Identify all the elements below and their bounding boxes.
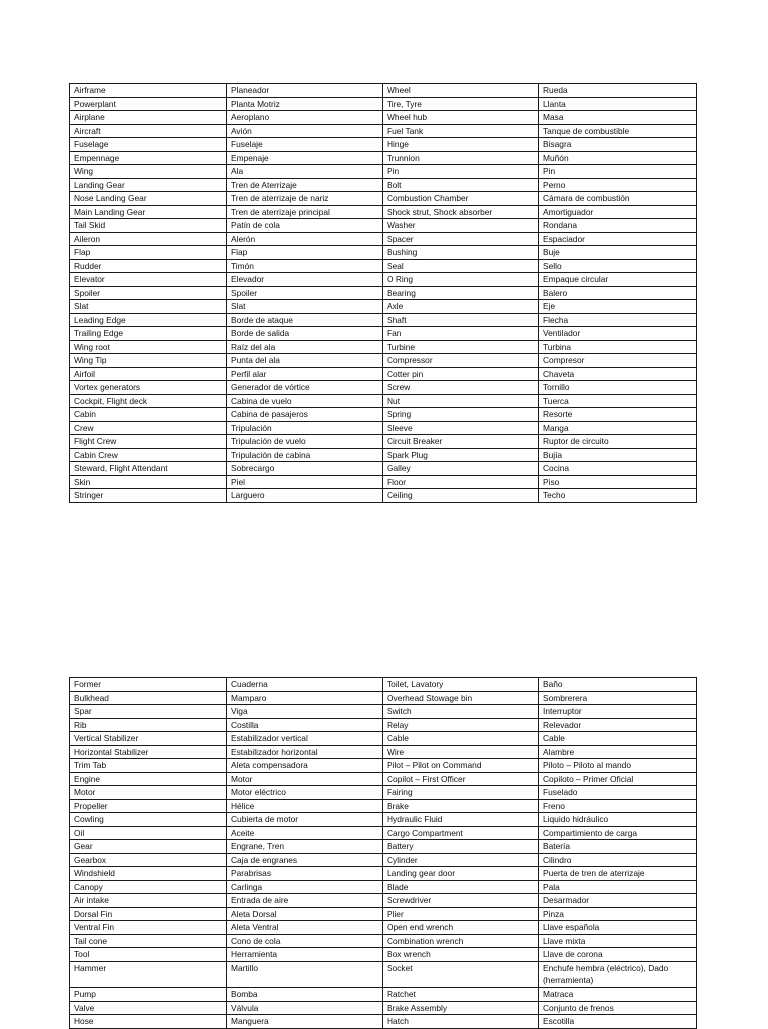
english-term-cell: Dorsal Fin [70, 907, 227, 921]
english-term-cell: Cable [383, 732, 539, 746]
spanish-term-cell: Llanta [539, 97, 697, 111]
english-term-cell: Pin [383, 165, 539, 179]
english-term-cell: Plier [383, 907, 539, 921]
english-term-cell: Overhead Stowage bin [383, 691, 539, 705]
spanish-term-cell: Muñón [539, 151, 697, 165]
english-term-cell: Seal [383, 259, 539, 273]
spanish-term-cell: Tripulación de cabina [227, 448, 383, 462]
english-term-cell: Hinge [383, 138, 539, 152]
spanish-term-cell: Llave mixta [539, 934, 697, 948]
english-term-cell: Wing root [70, 340, 227, 354]
spanish-term-cell: Entrada de aire [227, 894, 383, 908]
english-term-cell: Fairing [383, 786, 539, 800]
spanish-term-cell: Sobrecargo [227, 462, 383, 476]
spanish-term-cell: Ruptor de circuito [539, 435, 697, 449]
english-term-cell: Fuel Tank [383, 124, 539, 138]
spanish-term-cell: Compartimiento de carga [539, 826, 697, 840]
spanish-term-cell: Cono de cola [227, 934, 383, 948]
spanish-term-cell: Pin [539, 165, 697, 179]
english-term-cell: Spoiler [70, 286, 227, 300]
table-row [70, 921, 697, 935]
english-term-cell: Horizontal Stabilizer [70, 745, 227, 759]
english-term-cell: Rib [70, 718, 227, 732]
english-term-cell: Nut [383, 394, 539, 408]
spanish-term-cell: Tren de aterrizaje de nariz [227, 192, 383, 206]
english-term-cell: Valve [70, 1001, 227, 1015]
spanish-term-cell: Manguera [227, 1015, 383, 1029]
table-row [70, 340, 697, 354]
spanish-term-cell: Elevador [227, 273, 383, 287]
english-term-cell: Fuselage [70, 138, 227, 152]
spanish-term-cell: Viga [227, 705, 383, 719]
spanish-term-cell: Parabrisas [227, 867, 383, 881]
table-row [70, 408, 697, 422]
table-row [70, 948, 697, 962]
spanish-term-cell: Enchufe hembra (eléctrico), Dado (herramienta) [539, 961, 697, 988]
spanish-term-cell: Cilindro [539, 853, 697, 867]
spanish-term-cell: Costilla [227, 718, 383, 732]
english-term-cell: Tire, Tyre [383, 97, 539, 111]
spanish-term-cell: Motor [227, 772, 383, 786]
english-term-cell: Landing Gear [70, 178, 227, 192]
spanish-term-cell: Engrane, Tren [227, 840, 383, 854]
spanish-term-cell: Piel [227, 475, 383, 489]
table-row [70, 232, 697, 246]
english-term-cell: Spark Plug [383, 448, 539, 462]
table-row [70, 489, 697, 503]
table-row [70, 205, 697, 219]
spanish-term-cell: Cuaderna [227, 678, 383, 692]
spanish-term-cell: Borde de salida [227, 327, 383, 341]
spanish-term-cell: Estabilizador horizontal [227, 745, 383, 759]
table-row [70, 394, 697, 408]
table-row [70, 111, 697, 125]
table-row [70, 691, 697, 705]
spanish-term-cell: Bomba [227, 988, 383, 1002]
english-term-cell: Fan [383, 327, 539, 341]
english-term-cell: Engine [70, 772, 227, 786]
table-row [70, 165, 697, 179]
english-term-cell: Battery [383, 840, 539, 854]
glossary-table-2 [69, 677, 697, 1029]
english-term-cell: Box wrench [383, 948, 539, 962]
english-term-cell: O Ring [383, 273, 539, 287]
table-row [70, 435, 697, 449]
english-term-cell: Ventral Fin [70, 921, 227, 935]
english-term-cell: Wing [70, 165, 227, 179]
english-term-cell: Main Landing Gear [70, 205, 227, 219]
english-term-cell: Ratchet [383, 988, 539, 1002]
english-term-cell: Floor [383, 475, 539, 489]
spanish-term-cell: Tanque de combustible [539, 124, 697, 138]
spanish-term-cell: Motor eléctrico [227, 786, 383, 800]
english-term-cell: Spacer [383, 232, 539, 246]
english-term-cell: Nose Landing Gear [70, 192, 227, 206]
english-term-cell: Screwdriver [383, 894, 539, 908]
spanish-term-cell: Cabina de vuelo [227, 394, 383, 408]
table-row [70, 151, 697, 165]
english-term-cell: Slat [70, 300, 227, 314]
spanish-term-cell: Timón [227, 259, 383, 273]
english-term-cell: Landing gear door [383, 867, 539, 881]
english-term-cell: Trailing Edge [70, 327, 227, 341]
spanish-term-cell: Empenaje [227, 151, 383, 165]
english-term-cell: Compressor [383, 354, 539, 368]
spanish-term-cell: Relevador [539, 718, 697, 732]
table-row [70, 192, 697, 206]
english-term-cell: Wheel hub [383, 111, 539, 125]
spanish-term-cell: Fuselado [539, 786, 697, 800]
table-row [70, 178, 697, 192]
english-term-cell: Cotter pin [383, 367, 539, 381]
table-row [70, 84, 697, 98]
spanish-term-cell: Slat [227, 300, 383, 314]
english-term-cell: Trim Tab [70, 759, 227, 773]
spanish-term-cell: Larguero [227, 489, 383, 503]
english-term-cell: Airplane [70, 111, 227, 125]
table-row [70, 880, 697, 894]
english-term-cell: Wire [383, 745, 539, 759]
english-term-cell: Relay [383, 718, 539, 732]
english-term-cell: Vertical Stabilizer [70, 732, 227, 746]
spanish-term-cell: Cable [539, 732, 697, 746]
english-term-cell: Toilet, Lavatory [383, 678, 539, 692]
english-term-cell: Turbine [383, 340, 539, 354]
table-row [70, 273, 697, 287]
table-row [70, 138, 697, 152]
english-term-cell: Windshield [70, 867, 227, 881]
english-term-cell: Former [70, 678, 227, 692]
english-term-cell: Aircraft [70, 124, 227, 138]
glossary-table-1 [69, 83, 697, 503]
spanish-term-cell: Tren de aterrizaje principal [227, 205, 383, 219]
english-term-cell: Airframe [70, 84, 227, 98]
spanish-term-cell: Fuselaje [227, 138, 383, 152]
english-term-cell: Elevator [70, 273, 227, 287]
english-term-cell: Galley [383, 462, 539, 476]
table-row [70, 300, 697, 314]
english-term-cell: Airfoil [70, 367, 227, 381]
spanish-term-cell: Aeroplano [227, 111, 383, 125]
table-row [70, 705, 697, 719]
spanish-term-cell: Avión [227, 124, 383, 138]
table-row [70, 934, 697, 948]
spanish-term-cell: Bujía [539, 448, 697, 462]
english-term-cell: Bolt [383, 178, 539, 192]
english-term-cell: Sleeve [383, 421, 539, 435]
english-term-cell: Flight Crew [70, 435, 227, 449]
spanish-term-cell: Llave de corona [539, 948, 697, 962]
spanish-term-cell: Planeador [227, 84, 383, 98]
table-row [70, 286, 697, 300]
table-row [70, 813, 697, 827]
spanish-term-cell: Tripulación [227, 421, 383, 435]
glossary-table-1-body [70, 84, 697, 503]
english-term-cell: Spring [383, 408, 539, 422]
english-term-cell: Cylinder [383, 853, 539, 867]
english-term-cell: Bearing [383, 286, 539, 300]
table-row [70, 367, 697, 381]
spanish-term-cell: Compresor [539, 354, 697, 368]
spanish-term-cell: Planta Motriz [227, 97, 383, 111]
english-term-cell: Cabin Crew [70, 448, 227, 462]
spanish-term-cell: Resorte [539, 408, 697, 422]
table-row [70, 381, 697, 395]
english-term-cell: Cowling [70, 813, 227, 827]
spanish-term-cell: Empaque circular [539, 273, 697, 287]
english-term-cell: Rudder [70, 259, 227, 273]
english-term-cell: Combustion Chamber [383, 192, 539, 206]
table-row [70, 678, 697, 692]
english-term-cell: Canopy [70, 880, 227, 894]
spanish-term-cell: Espaciador [539, 232, 697, 246]
table-row [70, 826, 697, 840]
english-term-cell: Brake [383, 799, 539, 813]
english-term-cell: Cabin [70, 408, 227, 422]
spanish-term-cell: Estabilizador vertical [227, 732, 383, 746]
english-term-cell: Ceiling [383, 489, 539, 503]
spanish-term-cell: Cabina de pasajeros [227, 408, 383, 422]
spanish-term-cell: Turbina [539, 340, 697, 354]
spanish-term-cell: Caja de engranes [227, 853, 383, 867]
glossary-table-2-body [70, 678, 697, 1029]
spanish-term-cell: Herramienta [227, 948, 383, 962]
spanish-term-cell: Sombrerera [539, 691, 697, 705]
spanish-term-cell: Liquido hidráulico [539, 813, 697, 827]
english-term-cell: Cargo Compartment [383, 826, 539, 840]
english-term-cell: Flap [70, 246, 227, 260]
table-row [70, 786, 697, 800]
spanish-term-cell: Alambre [539, 745, 697, 759]
spanish-term-cell: Raíz del ala [227, 340, 383, 354]
english-term-cell: Pump [70, 988, 227, 1002]
english-term-cell: Socket [383, 961, 539, 988]
spanish-term-cell: Ala [227, 165, 383, 179]
table-row [70, 421, 697, 435]
english-term-cell: Wing Tip [70, 354, 227, 368]
table-row [70, 988, 697, 1002]
spanish-term-cell: Generador de vórtice [227, 381, 383, 395]
english-term-cell: Cockpit, Flight deck [70, 394, 227, 408]
spanish-term-cell: Piloto – Piloto al mando [539, 759, 697, 773]
english-term-cell: Hose [70, 1015, 227, 1029]
spanish-term-cell: Freno [539, 799, 697, 813]
spanish-term-cell: Tripulación de vuelo [227, 435, 383, 449]
spanish-term-cell: Desarmador [539, 894, 697, 908]
spanish-term-cell: Perfil alar [227, 367, 383, 381]
spanish-term-cell: Patín de cola [227, 219, 383, 233]
table-row [70, 327, 697, 341]
spanish-term-cell: Rueda [539, 84, 697, 98]
spanish-term-cell: Cocina [539, 462, 697, 476]
spanish-term-cell: Carlinga [227, 880, 383, 894]
english-term-cell: Oil [70, 826, 227, 840]
spanish-term-cell: Matraca [539, 988, 697, 1002]
english-term-cell: Steward, Flight Attendant [70, 462, 227, 476]
spanish-term-cell: Pinza [539, 907, 697, 921]
spanish-term-cell: Escotilla [539, 1015, 697, 1029]
spanish-term-cell: Manga [539, 421, 697, 435]
table-row [70, 840, 697, 854]
spanish-term-cell: Hélice [227, 799, 383, 813]
table-row [70, 246, 697, 260]
english-term-cell: Crew [70, 421, 227, 435]
table-row [70, 1015, 697, 1029]
english-term-cell: Trunnion [383, 151, 539, 165]
table-row [70, 799, 697, 813]
spanish-term-cell: Llave española [539, 921, 697, 935]
table-row [70, 772, 697, 786]
english-term-cell: Stringer [70, 489, 227, 503]
spanish-term-cell: Tuerca [539, 394, 697, 408]
spanish-term-cell: Interruptor [539, 705, 697, 719]
english-term-cell: Axle [383, 300, 539, 314]
english-term-cell: Vortex generators [70, 381, 227, 395]
english-term-cell: Propeller [70, 799, 227, 813]
english-term-cell: Shock strut, Shock absorber [383, 205, 539, 219]
spanish-term-cell: Aleta Dorsal [227, 907, 383, 921]
english-term-cell: Combination wrench [383, 934, 539, 948]
table-row [70, 745, 697, 759]
english-term-cell: Tail cone [70, 934, 227, 948]
english-term-cell: Pilot – Pilot on Command [383, 759, 539, 773]
spanish-term-cell: Baño [539, 678, 697, 692]
spanish-term-cell: Aleta compensadora [227, 759, 383, 773]
english-term-cell: Gearbox [70, 853, 227, 867]
english-term-cell: Tail Skid [70, 219, 227, 233]
english-term-cell: Wheel [383, 84, 539, 98]
spanish-term-cell: Conjunto de frenos [539, 1001, 697, 1015]
spanish-term-cell: Batería [539, 840, 697, 854]
table-row [70, 759, 697, 773]
english-term-cell: Air intake [70, 894, 227, 908]
english-term-cell: Hydraulic Fluid [383, 813, 539, 827]
english-term-cell: Brake Assembly [383, 1001, 539, 1015]
spanish-term-cell: Aceite [227, 826, 383, 840]
spanish-term-cell: Flap [227, 246, 383, 260]
spanish-term-cell: Copiloto – Primer Oficial [539, 772, 697, 786]
english-term-cell: Hatch [383, 1015, 539, 1029]
english-term-cell: Aileron [70, 232, 227, 246]
spanish-term-cell: Techo [539, 489, 697, 503]
table-row [70, 961, 697, 988]
spanish-term-cell: Aleta Ventral [227, 921, 383, 935]
table-row [70, 313, 697, 327]
spanish-term-cell: Ventilador [539, 327, 697, 341]
spanish-term-cell: Balero [539, 286, 697, 300]
table-row [70, 718, 697, 732]
english-term-cell: Hammer [70, 961, 227, 988]
spanish-term-cell: Puerta de tren de aterrizaje [539, 867, 697, 881]
table-row [70, 354, 697, 368]
table-row [70, 462, 697, 476]
spanish-term-cell: Alerón [227, 232, 383, 246]
table-row [70, 1001, 697, 1015]
table-row [70, 97, 697, 111]
english-term-cell: Circuit Breaker [383, 435, 539, 449]
english-term-cell: Tool [70, 948, 227, 962]
english-term-cell: Empennage [70, 151, 227, 165]
english-term-cell: Leading Edge [70, 313, 227, 327]
english-term-cell: Screw [383, 381, 539, 395]
spanish-term-cell: Spoiler [227, 286, 383, 300]
table-row [70, 894, 697, 908]
spanish-term-cell: Cámara de combustión [539, 192, 697, 206]
english-term-cell: Switch [383, 705, 539, 719]
spanish-term-cell: Rondana [539, 219, 697, 233]
table-row [70, 475, 697, 489]
english-term-cell: Motor [70, 786, 227, 800]
table-row [70, 219, 697, 233]
spanish-term-cell: Martillo [227, 961, 383, 988]
spanish-term-cell: Borde de ataque [227, 313, 383, 327]
table-row [70, 448, 697, 462]
english-term-cell: Washer [383, 219, 539, 233]
english-term-cell: Bushing [383, 246, 539, 260]
english-term-cell: Spar [70, 705, 227, 719]
english-term-cell: Gear [70, 840, 227, 854]
spanish-term-cell: Amortiguador [539, 205, 697, 219]
table-row [70, 853, 697, 867]
english-term-cell: Bulkhead [70, 691, 227, 705]
spanish-term-cell: Perno [539, 178, 697, 192]
english-term-cell: Blade [383, 880, 539, 894]
spanish-term-cell: Buje [539, 246, 697, 260]
table-row [70, 907, 697, 921]
spanish-term-cell: Eje [539, 300, 697, 314]
spanish-term-cell: Cubierta de motor [227, 813, 383, 827]
table-row [70, 124, 697, 138]
spanish-term-cell: Piso [539, 475, 697, 489]
spanish-term-cell: Bisagra [539, 138, 697, 152]
spanish-term-cell: Mamparo [227, 691, 383, 705]
english-term-cell: Shaft [383, 313, 539, 327]
table-row [70, 867, 697, 881]
english-term-cell: Skin [70, 475, 227, 489]
spanish-term-cell: Tren de Aterrizaje [227, 178, 383, 192]
spanish-term-cell: Pala [539, 880, 697, 894]
english-term-cell: Copilot – First Officer [383, 772, 539, 786]
table-row [70, 732, 697, 746]
spanish-term-cell: Chaveta [539, 367, 697, 381]
spanish-term-cell: Flecha [539, 313, 697, 327]
table-row [70, 259, 697, 273]
spanish-term-cell: Válvula [227, 1001, 383, 1015]
spanish-term-cell: Sello [539, 259, 697, 273]
english-term-cell: Powerplant [70, 97, 227, 111]
spanish-term-cell: Tornillo [539, 381, 697, 395]
spanish-term-cell: Punta del ala [227, 354, 383, 368]
english-term-cell: Open end wrench [383, 921, 539, 935]
spanish-term-cell: Masa [539, 111, 697, 125]
